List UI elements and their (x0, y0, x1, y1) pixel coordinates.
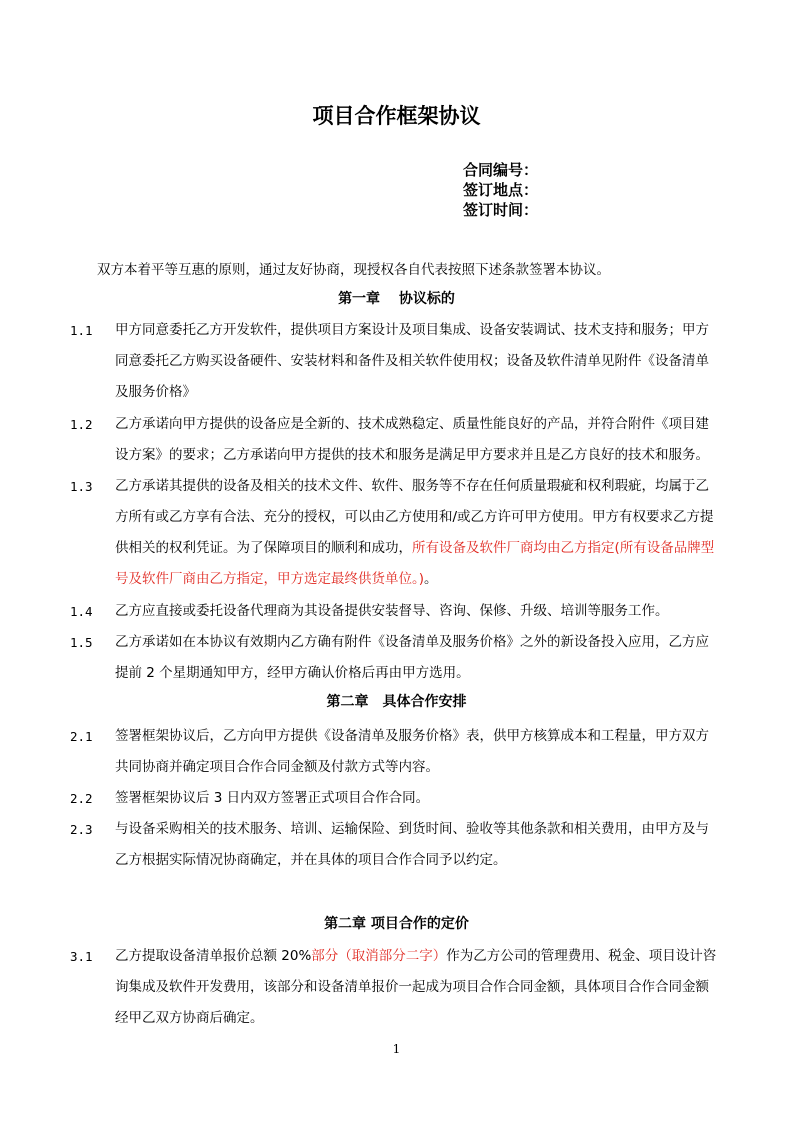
signing-place-label: 签订地点： (463, 181, 539, 199)
clause-number: 1.3 (70, 479, 93, 494)
clause-line: 同意委托乙方购买设备硬件、安装材料和备件及相关软件使用权；设备及软件清单见附件《设备清单 (115, 353, 709, 369)
clause-line: 询集成及软件开发费用，该部分和设备清单报价一起成为项目合作合同金额，具体项目合作合同金额 (115, 979, 709, 995)
chapter-2-heading: 第二章 具体合作安排 (326, 694, 467, 710)
clause-line: 方所有或乙方享有合法、充分的授权，可以由乙方使用和/或乙方许可甲方使用。甲方有权要求乙方提 (115, 509, 714, 525)
contract-number-label: 合同编号： (463, 161, 539, 179)
clause-line: 共同协商并确定项目合作合同金额及付款方式等内容。 (115, 759, 439, 775)
clause-line: 提前 2 个星期通知甲方，经甲方确认价格后再由甲方选用。 (115, 665, 470, 681)
clause-line: 与设备采购相关的技术服务、培训、运输保险、到货时间、验收等其他条款和相关费用，由甲方及与 (115, 821, 709, 837)
chapter-3-heading: 第二章 项目合作的定价 (324, 916, 469, 932)
clause-body (115, 814, 735, 876)
clause-number: 2.2 (70, 791, 93, 806)
clause-line: 甲方同意委托乙方开发软件，提供项目方案设计及项目集成、设备安装调试、技术支持和服务；甲方 (115, 322, 709, 338)
highlighted-text: 号及软件厂商由乙方指定，甲方选定最终供货单位。) (115, 571, 425, 587)
clause-number: 3.1 (70, 949, 93, 964)
clause-body (115, 409, 735, 471)
clause-number: 1.1 (70, 323, 93, 338)
clause-body (115, 627, 735, 689)
clause-text: 。 (424, 571, 438, 587)
clause-line: 及服务价格》 (115, 384, 196, 400)
clause-line (115, 533, 735, 564)
clause-line: 设方案》的要求；乙方承诺向甲方提供的技术和服务是满足甲方要求并且是乙方良好的技术和服务。 (115, 447, 709, 463)
document-title: 项目合作框架协议 (312, 104, 481, 128)
clause-line: 乙方承诺其提供的设备及相关的技术文件、软件、服务等不存在任何质量瑕疵和权利瑕疵，均属于乙 (115, 478, 709, 494)
clause-line (115, 564, 735, 595)
clause-line: 乙方应直接或委托设备代理商为其设备提供安装督导、咨询、保修、升级、培训等服务工作。 (115, 603, 669, 619)
clause-body (115, 596, 735, 627)
clause-line: 乙方承诺向甲方提供的设备应是全新的、技术成熟稳定、质量性能良好的产品，并符合附件《项目建 (115, 416, 709, 432)
clause-line (115, 941, 735, 972)
clause-line: 签署框架协议后 3 日内双方签署正式项目合作合同。 (115, 790, 430, 806)
clause-body (115, 471, 735, 595)
signing-time-label: 签订时间： (463, 201, 539, 219)
clause-line: 经甲乙双方协商后确定。 (115, 1010, 264, 1026)
highlighted-text: 所有设备及软件厂商均由乙方指定(所有设备品牌型 (412, 540, 715, 556)
chapter-1-heading: 第一章 协议标的 (338, 291, 455, 307)
contract-meta-block (463, 160, 538, 220)
clause-number: 1.5 (70, 635, 93, 650)
clause-body (115, 721, 735, 783)
clause-body (115, 315, 735, 408)
highlighted-text: 部分（取消部分二字） (311, 948, 447, 964)
page-number: 1 (392, 1042, 401, 1056)
clause-body (115, 941, 735, 1034)
clause-line: 签署框架协议后，乙方向甲方提供《设备清单及服务价格》表，供甲方核算成本和工程量，甲方双方 (115, 728, 709, 744)
clause-number: 2.3 (70, 822, 93, 837)
clause-line: 乙方承诺如在本协议有效期内乙方确有附件《设备清单及服务价格》之外的新设备投入应用，乙方应 (115, 634, 709, 650)
clause-line: 乙方根据实际情况协商确定，并在具体的项目合作合同予以约定。 (115, 852, 507, 868)
clause-text: 作为乙方公司的管理费用、税金、项目设计咨 (446, 948, 717, 964)
clause-number: 1.2 (70, 417, 93, 432)
preamble: 双方本着平等互惠的原则，通过友好协商，现授权各自代表按照下述条款签署本协议。 (97, 262, 610, 278)
clause-text: 供相关的权利凭证。为了保障项目的顺利和成功， (115, 540, 412, 556)
clause-body (115, 783, 735, 814)
clause-number: 2.1 (70, 729, 93, 744)
clause-text: 乙方提取设备清单报价总额 20% (115, 948, 312, 964)
clause-number: 1.4 (70, 604, 93, 619)
